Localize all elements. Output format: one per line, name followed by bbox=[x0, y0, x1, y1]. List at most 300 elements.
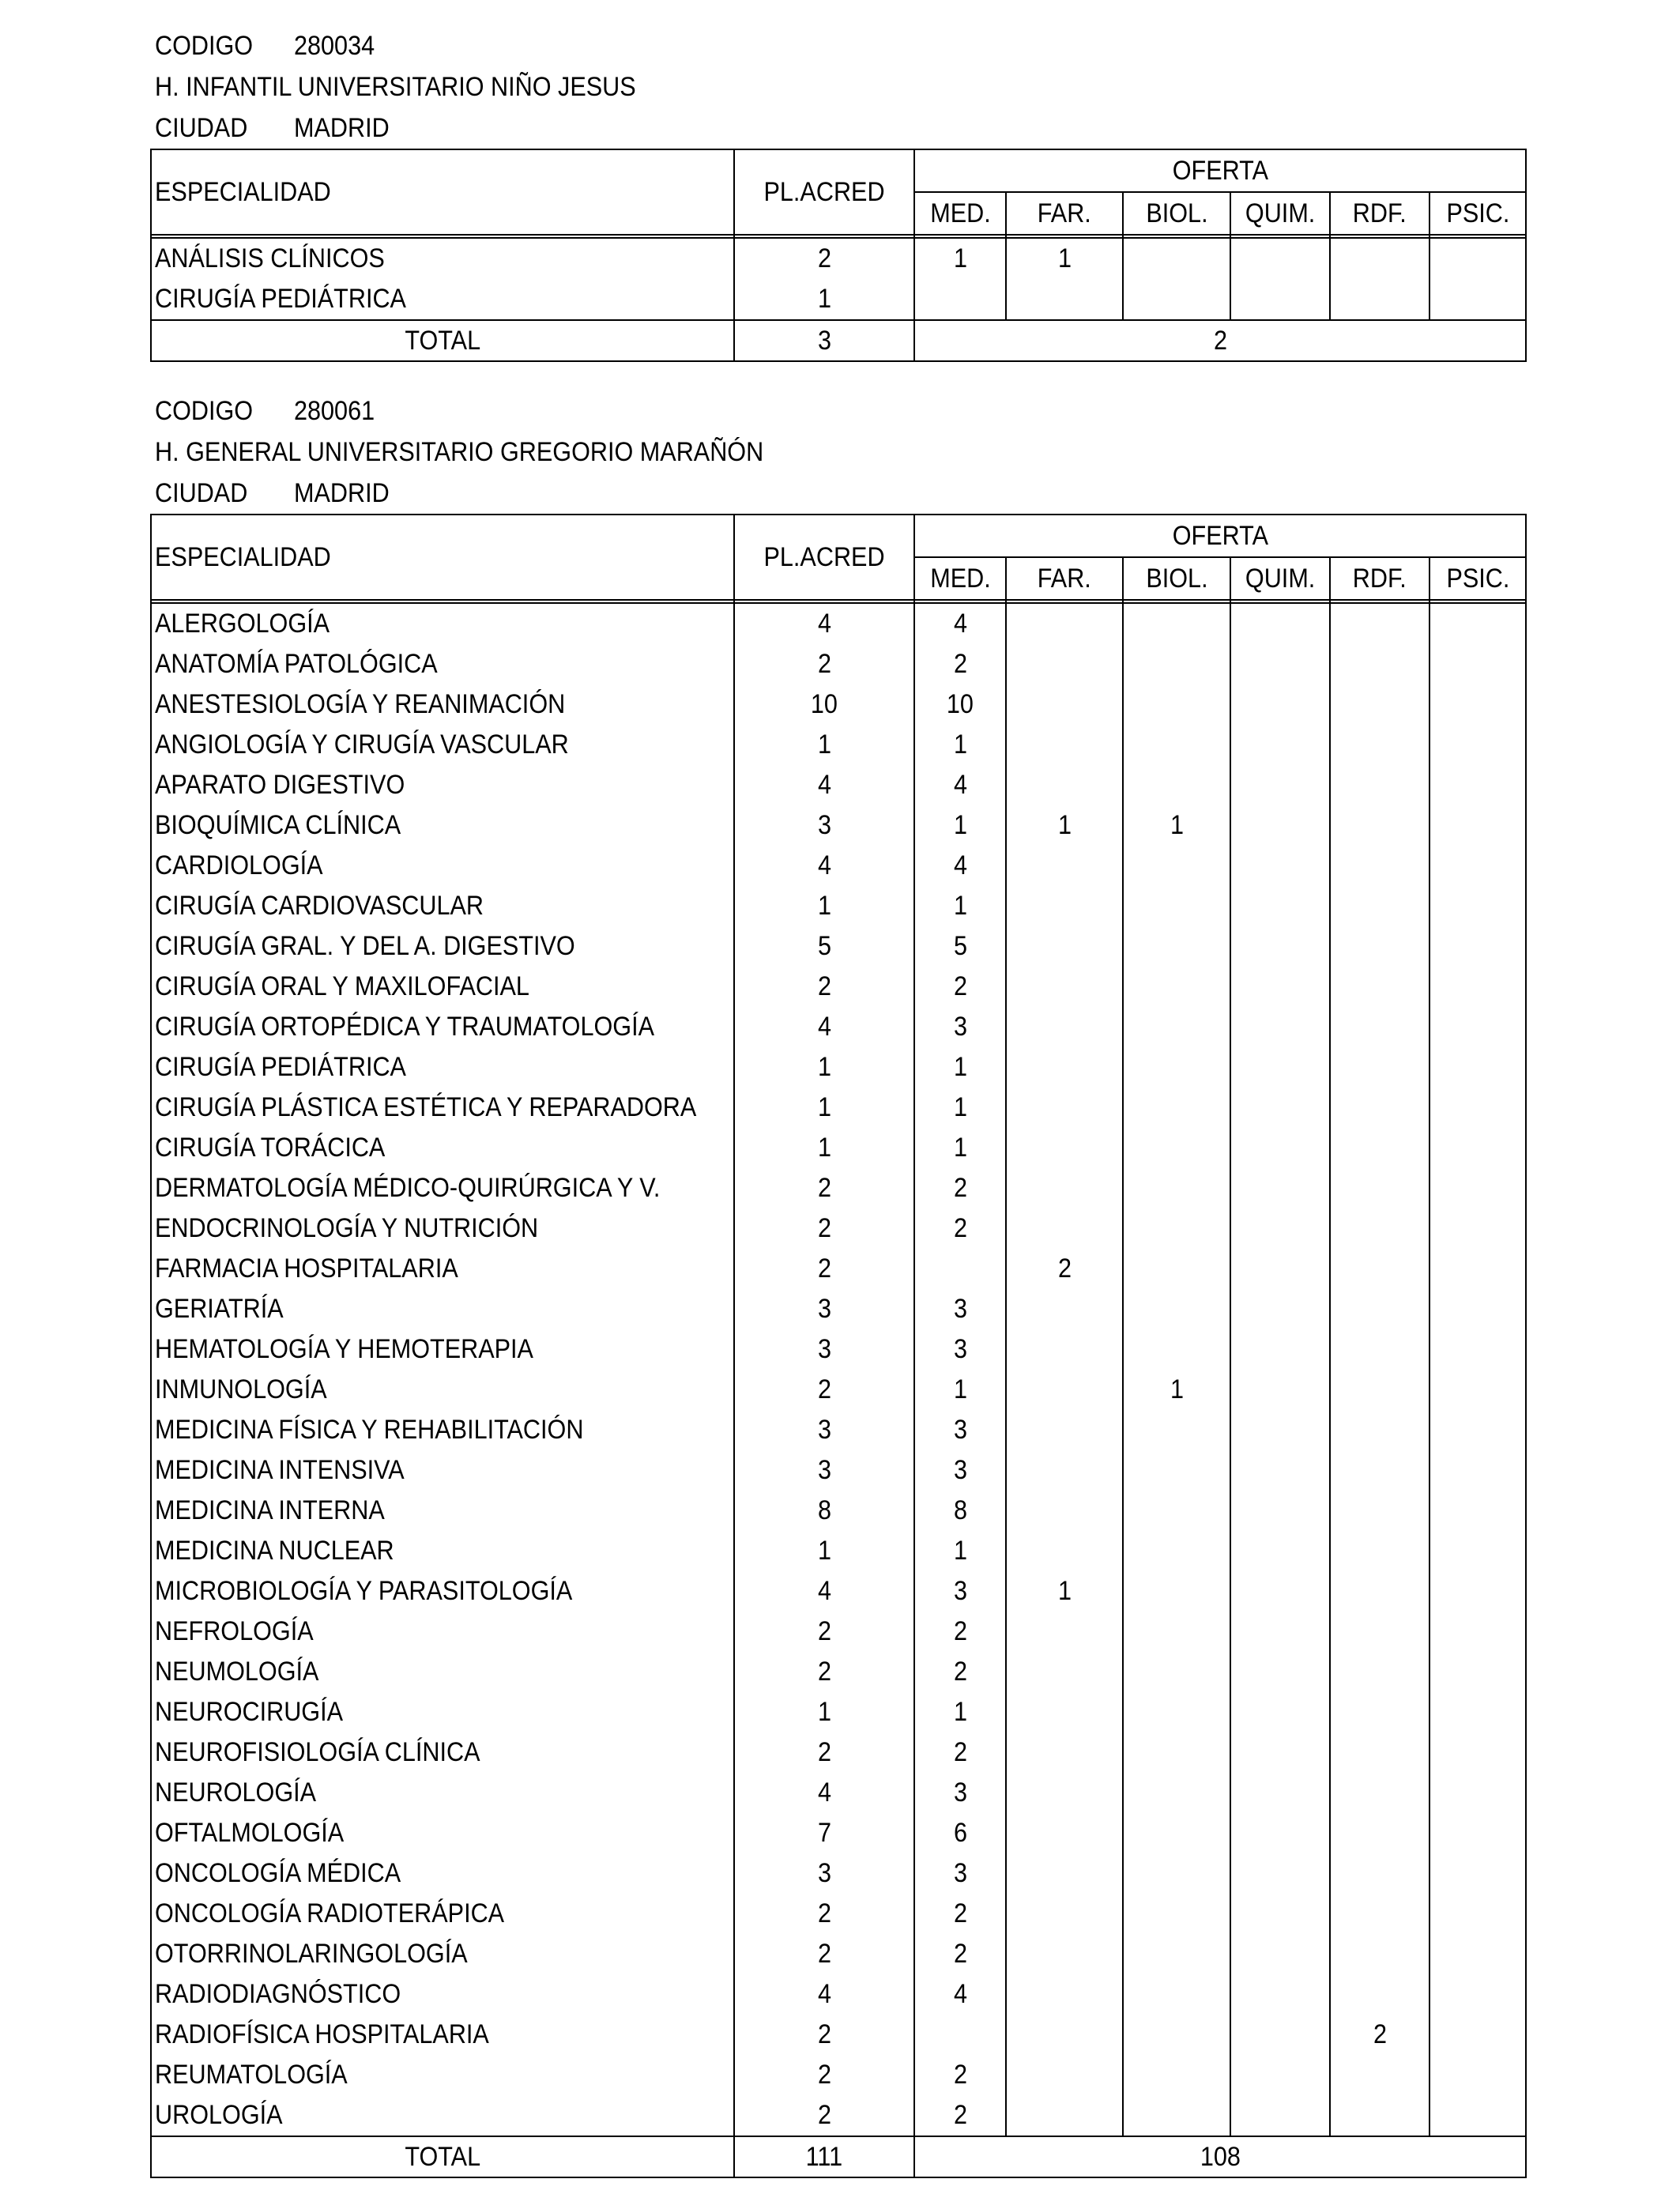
table-row bbox=[151, 279, 1526, 320]
biol-cell bbox=[1123, 886, 1230, 926]
rdf-cell bbox=[1330, 1410, 1430, 1450]
placred-cell: 3 bbox=[734, 1853, 914, 1894]
especialidad-cell: NEUROLOGÍA bbox=[151, 1773, 734, 1813]
placred-cell: 1 bbox=[734, 886, 914, 926]
med-cell: 2 bbox=[914, 967, 1006, 1007]
biol-cell bbox=[1123, 1289, 1230, 1329]
especialidad-cell: REUMATOLOGÍA bbox=[151, 2055, 734, 2095]
placred-cell: 2 bbox=[734, 1732, 914, 1773]
rdf-cell bbox=[1330, 2095, 1430, 2136]
placred-cell: 2 bbox=[734, 644, 914, 684]
header-med: MED. bbox=[914, 192, 1006, 235]
rdf-cell bbox=[1330, 1289, 1430, 1329]
psic-cell bbox=[1430, 2015, 1526, 2055]
table-row bbox=[151, 1208, 1526, 1249]
table-row bbox=[151, 1612, 1526, 1652]
header-biol: BIOL. bbox=[1123, 192, 1230, 235]
especialidad-cell: CIRUGÍA PEDIÁTRICA bbox=[151, 1047, 734, 1088]
psic-cell bbox=[1430, 1732, 1526, 1773]
far-cell bbox=[1006, 1410, 1123, 1450]
table-row bbox=[151, 2095, 1526, 2136]
especialidad-cell: OFTALMOLOGÍA bbox=[151, 1813, 734, 1853]
placred-cell: 3 bbox=[734, 1450, 914, 1491]
quim-cell bbox=[1230, 1128, 1330, 1168]
biol-cell bbox=[1123, 846, 1230, 886]
especialidad-cell: ANGIOLOGÍA Y CIRUGÍA VASCULAR bbox=[151, 725, 734, 765]
header-far: FAR. bbox=[1006, 192, 1123, 235]
table-row bbox=[151, 967, 1526, 1007]
especialidad-cell: MEDICINA INTENSIVA bbox=[151, 1450, 734, 1491]
table-row bbox=[151, 725, 1526, 765]
placred-cell: 1 bbox=[734, 1088, 914, 1128]
biol-cell bbox=[1123, 1007, 1230, 1047]
med-cell: 2 bbox=[914, 1168, 1006, 1208]
placred-cell: 2 bbox=[734, 1934, 914, 1974]
biol-cell bbox=[1123, 2015, 1230, 2055]
med-cell: 3 bbox=[914, 1571, 1006, 1612]
psic-cell bbox=[1430, 1450, 1526, 1491]
med-cell: 4 bbox=[914, 765, 1006, 805]
psic-cell bbox=[1430, 1491, 1526, 1531]
hospital-block-280061 bbox=[150, 390, 1525, 2178]
med-cell: 8 bbox=[914, 1491, 1006, 1531]
med-cell: 3 bbox=[914, 1329, 1006, 1370]
quim-cell bbox=[1230, 1289, 1330, 1329]
placred-cell: 3 bbox=[734, 1329, 914, 1370]
far-cell: 1 bbox=[1006, 805, 1123, 846]
psic-cell bbox=[1430, 1934, 1526, 1974]
placred-cell: 1 bbox=[734, 1047, 914, 1088]
header-row bbox=[151, 515, 1526, 557]
psic-cell bbox=[1430, 1047, 1526, 1088]
psic-cell bbox=[1430, 1974, 1526, 2015]
rdf-cell bbox=[1330, 846, 1430, 886]
rdf-cell bbox=[1330, 1491, 1430, 1531]
especialidad-cell: OTORRINOLARINGOLOGÍA bbox=[151, 1934, 734, 1974]
total-row bbox=[151, 320, 1526, 361]
table-row bbox=[151, 846, 1526, 886]
rdf-cell bbox=[1330, 1853, 1430, 1894]
placred-cell: 3 bbox=[734, 805, 914, 846]
table-row bbox=[151, 1047, 1526, 1088]
biol-cell bbox=[1123, 1571, 1230, 1612]
biol-cell bbox=[1123, 1047, 1230, 1088]
quim-cell bbox=[1230, 279, 1330, 320]
especialidad-cell: CIRUGÍA PLÁSTICA ESTÉTICA Y REPARADORA bbox=[151, 1088, 734, 1128]
especialidades-table bbox=[150, 149, 1527, 362]
placred-cell: 1 bbox=[734, 725, 914, 765]
rdf-cell bbox=[1330, 886, 1430, 926]
especialidad-cell: RADIOFÍSICA HOSPITALARIA bbox=[151, 2015, 734, 2055]
especialidad-cell: ALERGOLOGÍA bbox=[151, 603, 734, 644]
med-cell: 2 bbox=[914, 1652, 1006, 1692]
quim-cell bbox=[1230, 1813, 1330, 1853]
med-cell: 2 bbox=[914, 1732, 1006, 1773]
med-cell: 1 bbox=[914, 725, 1006, 765]
table-row bbox=[151, 1450, 1526, 1491]
total-oferta: 2 bbox=[914, 320, 1526, 361]
placred-cell: 2 bbox=[734, 1370, 914, 1410]
med-cell: 2 bbox=[914, 1612, 1006, 1652]
med-cell bbox=[914, 1249, 1006, 1289]
table-row bbox=[151, 1289, 1526, 1329]
psic-cell bbox=[1430, 725, 1526, 765]
psic-cell bbox=[1430, 644, 1526, 684]
far-cell bbox=[1006, 1934, 1123, 1974]
table-row bbox=[151, 1329, 1526, 1370]
quim-cell bbox=[1230, 1370, 1330, 1410]
med-cell: 3 bbox=[914, 1410, 1006, 1450]
psic-cell bbox=[1430, 1208, 1526, 1249]
far-cell bbox=[1006, 846, 1123, 886]
rdf-cell bbox=[1330, 1813, 1430, 1853]
quim-cell bbox=[1230, 644, 1330, 684]
table-row bbox=[151, 238, 1526, 279]
quim-cell bbox=[1230, 967, 1330, 1007]
especialidad-cell: CIRUGÍA ORTOPÉDICA Y TRAUMATOLOGÍA bbox=[151, 1007, 734, 1047]
rdf-cell bbox=[1330, 805, 1430, 846]
rdf-cell bbox=[1330, 1007, 1430, 1047]
far-cell bbox=[1006, 1652, 1123, 1692]
rdf-cell bbox=[1330, 765, 1430, 805]
quim-cell bbox=[1230, 1853, 1330, 1894]
quim-cell bbox=[1230, 603, 1330, 644]
placred-cell: 4 bbox=[734, 1571, 914, 1612]
far-cell bbox=[1006, 886, 1123, 926]
table-row bbox=[151, 603, 1526, 644]
quim-cell bbox=[1230, 1612, 1330, 1652]
especialidad-cell: BIOQUÍMICA CLÍNICA bbox=[151, 805, 734, 846]
especialidades-table bbox=[150, 514, 1527, 2178]
header-especialidad: ESPECIALIDAD bbox=[151, 149, 734, 235]
psic-cell bbox=[1430, 765, 1526, 805]
quim-cell bbox=[1230, 886, 1330, 926]
biol-cell: 1 bbox=[1123, 1370, 1230, 1410]
total-placred: 111 bbox=[734, 2136, 914, 2177]
biol-cell bbox=[1123, 1410, 1230, 1450]
quim-cell bbox=[1230, 1450, 1330, 1491]
biol-cell bbox=[1123, 1692, 1230, 1732]
header-psic: PSIC. bbox=[1430, 192, 1526, 235]
psic-cell bbox=[1430, 926, 1526, 967]
far-cell bbox=[1006, 926, 1123, 967]
especialidad-cell: ONCOLOGÍA MÉDICA bbox=[151, 1853, 734, 1894]
med-cell: 4 bbox=[914, 1974, 1006, 2015]
rdf-cell bbox=[1330, 1531, 1430, 1571]
psic-cell bbox=[1430, 1894, 1526, 1934]
quim-cell bbox=[1230, 926, 1330, 967]
biol-cell bbox=[1123, 967, 1230, 1007]
especialidad-cell: ANATOMÍA PATOLÓGICA bbox=[151, 644, 734, 684]
especialidad-cell: ENDOCRINOLOGÍA Y NUTRICIÓN bbox=[151, 1208, 734, 1249]
especialidad-cell: CIRUGÍA TORÁCICA bbox=[151, 1128, 734, 1168]
placred-cell: 1 bbox=[734, 1692, 914, 1732]
far-cell bbox=[1006, 1813, 1123, 1853]
biol-cell bbox=[1123, 725, 1230, 765]
placred-cell: 10 bbox=[734, 684, 914, 725]
psic-cell bbox=[1430, 967, 1526, 1007]
header-quim: QUIM. bbox=[1230, 557, 1330, 600]
placred-cell: 4 bbox=[734, 1773, 914, 1813]
far-cell bbox=[1006, 603, 1123, 644]
especialidad-cell: GERIATRÍA bbox=[151, 1289, 734, 1329]
med-cell bbox=[914, 279, 1006, 320]
quim-cell bbox=[1230, 2015, 1330, 2055]
biol-cell bbox=[1123, 279, 1230, 320]
codigo-value: 280061 bbox=[294, 396, 375, 426]
header-psic: PSIC. bbox=[1430, 557, 1526, 600]
header-quim: QUIM. bbox=[1230, 192, 1330, 235]
placred-cell: 2 bbox=[734, 238, 914, 279]
far-cell bbox=[1006, 644, 1123, 684]
med-cell: 1 bbox=[914, 1370, 1006, 1410]
far-cell bbox=[1006, 684, 1123, 725]
table-row bbox=[151, 1410, 1526, 1450]
ciudad-line bbox=[150, 107, 1525, 149]
biol-cell bbox=[1123, 1329, 1230, 1370]
placred-cell: 2 bbox=[734, 2015, 914, 2055]
far-cell bbox=[1006, 1208, 1123, 1249]
rdf-cell bbox=[1330, 1249, 1430, 1289]
rdf-cell bbox=[1330, 1652, 1430, 1692]
med-cell: 10 bbox=[914, 684, 1006, 725]
med-cell: 1 bbox=[914, 886, 1006, 926]
psic-cell bbox=[1430, 1571, 1526, 1612]
med-cell: 1 bbox=[914, 1692, 1006, 1732]
psic-cell bbox=[1430, 1088, 1526, 1128]
hospital-name: H. GENERAL UNIVERSITARIO GREGORIO MARAÑÓN bbox=[155, 437, 764, 467]
hospital-name-line bbox=[150, 66, 1525, 107]
header-far: FAR. bbox=[1006, 557, 1123, 600]
placred-cell: 2 bbox=[734, 967, 914, 1007]
psic-cell bbox=[1430, 1853, 1526, 1894]
far-cell bbox=[1006, 1692, 1123, 1732]
header-biol: BIOL. bbox=[1123, 557, 1230, 600]
psic-cell bbox=[1430, 279, 1526, 320]
med-cell: 4 bbox=[914, 603, 1006, 644]
especialidad-cell: ANESTESIOLOGÍA Y REANIMACIÓN bbox=[151, 684, 734, 725]
quim-cell bbox=[1230, 2055, 1330, 2095]
med-cell: 3 bbox=[914, 1289, 1006, 1329]
med-cell: 1 bbox=[914, 805, 1006, 846]
quim-cell bbox=[1230, 1652, 1330, 1692]
especialidad-cell: CARDIOLOGÍA bbox=[151, 846, 734, 886]
med-cell: 4 bbox=[914, 846, 1006, 886]
biol-cell bbox=[1123, 1894, 1230, 1934]
psic-cell bbox=[1430, 1329, 1526, 1370]
quim-cell bbox=[1230, 1410, 1330, 1450]
psic-cell bbox=[1430, 684, 1526, 725]
psic-cell bbox=[1430, 1168, 1526, 1208]
especialidad-cell: FARMACIA HOSPITALARIA bbox=[151, 1249, 734, 1289]
placred-cell: 2 bbox=[734, 1168, 914, 1208]
header-rdf: RDF. bbox=[1330, 192, 1430, 235]
quim-cell bbox=[1230, 1047, 1330, 1088]
psic-cell bbox=[1430, 1289, 1526, 1329]
quim-cell bbox=[1230, 1732, 1330, 1773]
biol-cell bbox=[1123, 238, 1230, 279]
header-med: MED. bbox=[914, 557, 1006, 600]
total-placred: 3 bbox=[734, 320, 914, 361]
med-cell: 2 bbox=[914, 1208, 1006, 1249]
placred-cell: 1 bbox=[734, 279, 914, 320]
header-oferta: OFERTA bbox=[914, 149, 1526, 192]
especialidad-cell: CIRUGÍA CARDIOVASCULAR bbox=[151, 886, 734, 926]
far-cell bbox=[1006, 1853, 1123, 1894]
rdf-cell bbox=[1330, 926, 1430, 967]
placred-cell: 1 bbox=[734, 1531, 914, 1571]
rdf-cell bbox=[1330, 1128, 1430, 1168]
table-row bbox=[151, 1128, 1526, 1168]
especialidad-cell: NEUROFISIOLOGÍA CLÍNICA bbox=[151, 1732, 734, 1773]
med-cell: 5 bbox=[914, 926, 1006, 967]
especialidad-cell: CIRUGÍA ORAL Y MAXILOFACIAL bbox=[151, 967, 734, 1007]
biol-cell: 1 bbox=[1123, 805, 1230, 846]
table-row bbox=[151, 1813, 1526, 1853]
quim-cell bbox=[1230, 1531, 1330, 1571]
psic-cell bbox=[1430, 1007, 1526, 1047]
rdf-cell bbox=[1330, 279, 1430, 320]
especialidad-cell: CIRUGÍA PEDIÁTRICA bbox=[151, 279, 734, 320]
quim-cell bbox=[1230, 1249, 1330, 1289]
placred-cell: 2 bbox=[734, 1208, 914, 1249]
especialidad-cell: DERMATOLOGÍA MÉDICO-QUIRÚRGICA Y V. bbox=[151, 1168, 734, 1208]
ciudad-label: CIUDAD bbox=[155, 478, 248, 508]
med-cell: 3 bbox=[914, 1007, 1006, 1047]
table-row bbox=[151, 1088, 1526, 1128]
table-row bbox=[151, 886, 1526, 926]
psic-cell bbox=[1430, 1813, 1526, 1853]
far-cell bbox=[1006, 1732, 1123, 1773]
biol-cell bbox=[1123, 1652, 1230, 1692]
especialidad-cell: ANÁLISIS CLÍNICOS bbox=[151, 238, 734, 279]
far-cell bbox=[1006, 1531, 1123, 1571]
biol-cell bbox=[1123, 1450, 1230, 1491]
placred-cell: 4 bbox=[734, 765, 914, 805]
rdf-cell bbox=[1330, 1773, 1430, 1813]
rdf-cell bbox=[1330, 1732, 1430, 1773]
table-row bbox=[151, 1652, 1526, 1692]
rdf-cell bbox=[1330, 967, 1430, 1007]
far-cell: 2 bbox=[1006, 1249, 1123, 1289]
table-row bbox=[151, 1974, 1526, 2015]
far-cell bbox=[1006, 1370, 1123, 1410]
table-row bbox=[151, 1168, 1526, 1208]
codigo-line bbox=[150, 25, 1525, 66]
med-cell: 2 bbox=[914, 1894, 1006, 1934]
table-row bbox=[151, 1370, 1526, 1410]
biol-cell bbox=[1123, 1732, 1230, 1773]
quim-cell bbox=[1230, 1491, 1330, 1531]
placred-cell: 2 bbox=[734, 1652, 914, 1692]
psic-cell bbox=[1430, 1249, 1526, 1289]
table-row bbox=[151, 1007, 1526, 1047]
far-cell bbox=[1006, 1168, 1123, 1208]
table-row bbox=[151, 1853, 1526, 1894]
biol-cell bbox=[1123, 2095, 1230, 2136]
far-cell bbox=[1006, 1088, 1123, 1128]
psic-cell bbox=[1430, 1531, 1526, 1571]
header-placred: PL.ACRED bbox=[734, 149, 914, 235]
far-cell bbox=[1006, 765, 1123, 805]
rdf-cell bbox=[1330, 725, 1430, 765]
quim-cell bbox=[1230, 1168, 1330, 1208]
biol-cell bbox=[1123, 1168, 1230, 1208]
placred-cell: 2 bbox=[734, 2095, 914, 2136]
far-cell bbox=[1006, 1894, 1123, 1934]
quim-cell bbox=[1230, 1692, 1330, 1732]
biol-cell bbox=[1123, 644, 1230, 684]
placred-cell: 2 bbox=[734, 1612, 914, 1652]
rdf-cell bbox=[1330, 1894, 1430, 1934]
far-cell bbox=[1006, 725, 1123, 765]
biol-cell bbox=[1123, 1974, 1230, 2015]
especialidad-cell: CIRUGÍA GRAL. Y DEL A. DIGESTIVO bbox=[151, 926, 734, 967]
biol-cell bbox=[1123, 1531, 1230, 1571]
table-row bbox=[151, 805, 1526, 846]
biol-cell bbox=[1123, 1773, 1230, 1813]
med-cell: 2 bbox=[914, 1934, 1006, 1974]
far-cell bbox=[1006, 967, 1123, 1007]
psic-cell bbox=[1430, 1773, 1526, 1813]
total-label: TOTAL bbox=[151, 320, 734, 361]
biol-cell bbox=[1123, 1088, 1230, 1128]
ciudad-value: MADRID bbox=[294, 478, 390, 508]
psic-cell bbox=[1430, 603, 1526, 644]
especialidad-cell: INMUNOLOGÍA bbox=[151, 1370, 734, 1410]
quim-cell bbox=[1230, 1007, 1330, 1047]
header-especialidad: ESPECIALIDAD bbox=[151, 515, 734, 600]
biol-cell bbox=[1123, 2055, 1230, 2095]
table-row bbox=[151, 1773, 1526, 1813]
rdf-cell bbox=[1330, 1571, 1430, 1612]
table-row bbox=[151, 1531, 1526, 1571]
rdf-cell bbox=[1330, 1329, 1430, 1370]
placred-cell: 2 bbox=[734, 2055, 914, 2095]
placred-cell: 4 bbox=[734, 603, 914, 644]
med-cell: 1 bbox=[914, 238, 1006, 279]
biol-cell bbox=[1123, 684, 1230, 725]
med-cell: 3 bbox=[914, 1450, 1006, 1491]
far-cell bbox=[1006, 2055, 1123, 2095]
ciudad-label: CIUDAD bbox=[155, 113, 248, 143]
far-cell bbox=[1006, 1329, 1123, 1370]
placred-cell: 4 bbox=[734, 846, 914, 886]
header-placred: PL.ACRED bbox=[734, 515, 914, 600]
far-cell bbox=[1006, 1612, 1123, 1652]
psic-cell bbox=[1430, 2095, 1526, 2136]
placred-cell: 7 bbox=[734, 1813, 914, 1853]
quim-cell bbox=[1230, 684, 1330, 725]
placred-cell: 5 bbox=[734, 926, 914, 967]
far-cell bbox=[1006, 1450, 1123, 1491]
psic-cell bbox=[1430, 1612, 1526, 1652]
rdf-cell bbox=[1330, 1088, 1430, 1128]
quim-cell bbox=[1230, 1974, 1330, 2015]
header-row bbox=[151, 149, 1526, 192]
med-cell: 2 bbox=[914, 2095, 1006, 2136]
especialidad-cell: MICROBIOLOGÍA Y PARASITOLOGÍA bbox=[151, 1571, 734, 1612]
biol-cell bbox=[1123, 765, 1230, 805]
placred-cell: 2 bbox=[734, 1249, 914, 1289]
table-row bbox=[151, 1934, 1526, 1974]
psic-cell bbox=[1430, 1652, 1526, 1692]
rdf-cell bbox=[1330, 1612, 1430, 1652]
far-cell bbox=[1006, 279, 1123, 320]
biol-cell bbox=[1123, 1491, 1230, 1531]
rdf-cell bbox=[1330, 1208, 1430, 1249]
biol-cell bbox=[1123, 1934, 1230, 1974]
